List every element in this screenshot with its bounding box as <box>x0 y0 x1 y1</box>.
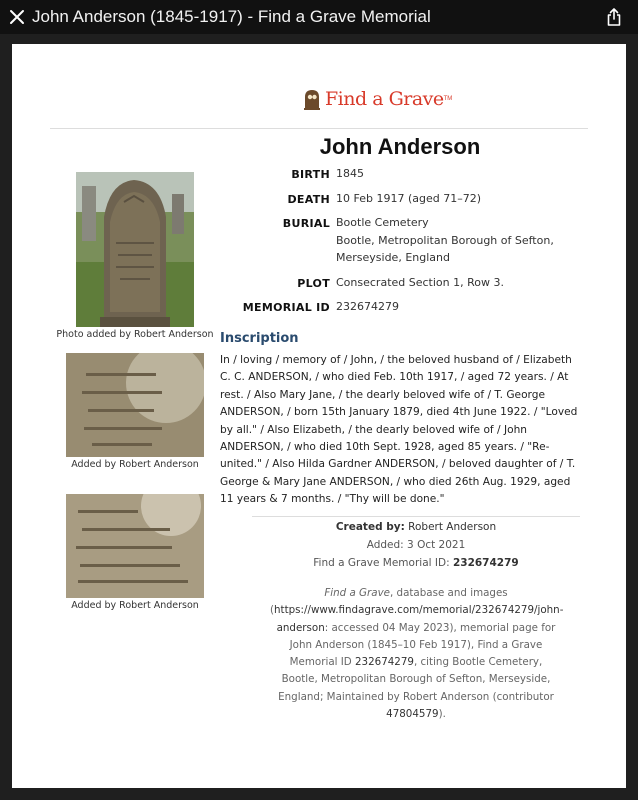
photo-caption-2: Added by Robert Anderson <box>71 459 199 470</box>
inscription-heading: Inscription <box>220 331 299 346</box>
fact-label: DEATH <box>287 192 330 206</box>
fact-value: 1845 <box>336 167 364 180</box>
fact-label: MEMORIAL ID <box>242 301 330 314</box>
citation-url[interactable]: https://www.findagrave.com/memorial/232674279/john-anderson <box>274 604 564 634</box>
added-date: Added: 3 Oct 2021 <box>366 539 466 551</box>
share-icon[interactable] <box>605 7 623 27</box>
fact-birth <box>240 168 570 183</box>
memorial-id-line: Find a Grave Memorial ID: 232674279 <box>313 557 519 569</box>
fact-memorial-id <box>240 301 570 316</box>
logo-trademark: TM <box>443 96 453 102</box>
citation-source: Find a Grave <box>324 587 390 599</box>
memorial-id-value: 232674279 <box>452 557 519 569</box>
close-icon[interactable] <box>8 8 26 26</box>
fact-plot <box>240 277 570 292</box>
creator-link[interactable]: Robert Anderson <box>408 521 497 533</box>
fact-value: 10 Feb 1917 (aged 71–72) <box>336 191 482 205</box>
photo-caption-3: Added by Robert Anderson <box>71 600 199 611</box>
contributor-id[interactable]: 47804579 <box>386 708 439 721</box>
memorial-facts <box>240 168 570 326</box>
fact-label: BIRTH <box>291 168 330 181</box>
headstone-photo-1[interactable] <box>76 172 194 327</box>
memorial-name: John Anderson <box>319 134 481 159</box>
citation: Find a Grave, database and images (https://www.findagrave.com/memorial/232674279/john-anderson: accessed 04 May 2023), memorial page for John Anderson (1845–10 Feb 1917), Find a Grave Memorial ID 232674279, citing Bootle Cemetery, Bootle, Metropolitan Borough of Sefton, Merseyside, England; Maintained by Robert Anderson (contributor 47804579). <box>270 587 564 721</box>
headstone-photo-2[interactable] <box>66 353 204 457</box>
find-a-grave-logo-icon <box>302 88 322 110</box>
fact-value: Consecrated Section 1, Row 3. <box>336 275 504 289</box>
logo-text: Find a Grave <box>325 88 444 110</box>
inscription-text: In / loving / memory of / John, / the beloved husband of / Elizabeth C. C. ANDERSON, / who died Feb. 10th 1917, / aged 72 years. / At rest. / Also Mary Jane, / the dearly beloved wife of / T. George ANDERSON, / born 15th January 1879, died 4th June 1922. / "Loved by all." / Also Elizabeth, / the dearly beloved wife of / John ANDERSON, / who died 10th Sept. 1928, aged 85 years. / "Re-united." / Also Hilda Gardner ANDERSON, / beloved daughter of / T. George & Mary Jane ANDERSON, / who died 26th Aug. 1929, aged 11 years & 7 months. / "Thy will be done." <box>220 354 578 506</box>
top-bar <box>0 0 638 34</box>
citation-memorial-id: 232674279 <box>355 656 414 669</box>
created-by: Created by: Robert Anderson <box>335 521 497 533</box>
burial-link[interactable]: Bootle Cemetery Bootle, Metropolitan Borough of Sefton, Merseyside, England <box>336 216 554 264</box>
photo-caption-1: Photo added by Robert Anderson <box>56 329 214 340</box>
site-logo[interactable] <box>302 86 452 112</box>
fact-label: BURIAL <box>282 217 330 230</box>
creation-info <box>252 518 580 572</box>
fact-label: PLOT <box>297 276 330 290</box>
fact-death <box>240 193 570 208</box>
fact-burial <box>240 217 570 267</box>
header-divider <box>50 128 588 129</box>
memorial-page <box>12 44 626 788</box>
meta-divider <box>252 516 580 517</box>
headstone-photo-3[interactable] <box>66 494 204 598</box>
window-title: John Anderson (1845-1917) - Find a Grave Memorial <box>32 7 431 26</box>
fact-value: 232674279 <box>336 300 399 313</box>
